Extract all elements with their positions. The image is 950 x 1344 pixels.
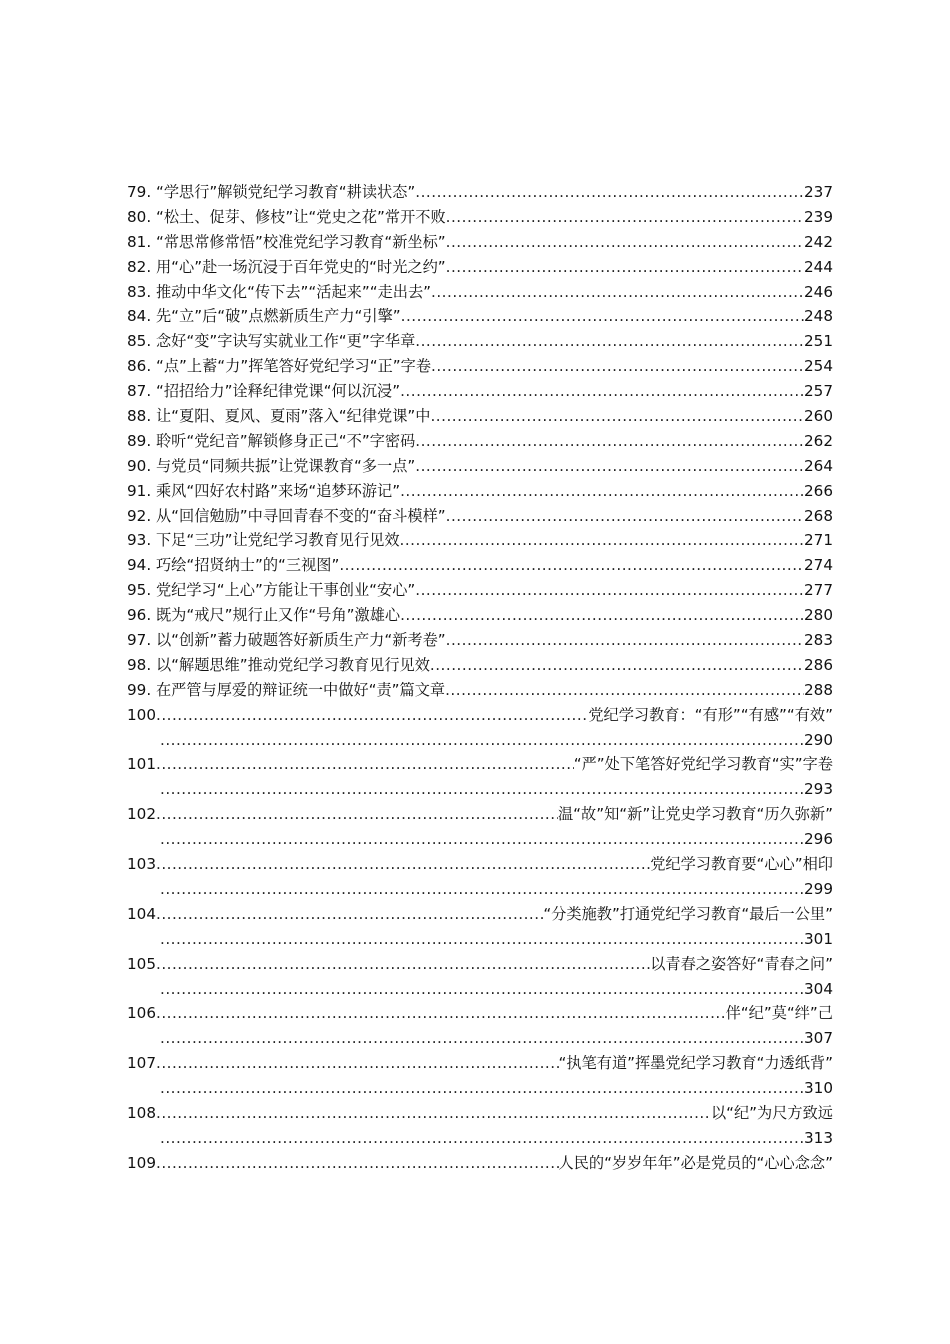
toc-entry-title: 88. 让“夏阳、夏风、夏雨”落入“纪律党课”中 <box>127 407 431 426</box>
toc-leader-dots <box>156 852 650 877</box>
toc-entry[interactable] <box>127 628 833 653</box>
toc-entry-title: 80. “松土、促芽、修枝”让“党史之花”常开不败 <box>127 207 446 226</box>
toc-entry-title: 94. 巧绘“招贤纳士”的“三视图” <box>127 556 340 575</box>
toc-leader-dots <box>160 827 804 852</box>
toc-entry-title: 90. 与党员“同频共振”让党课教育“多一点” <box>127 456 416 475</box>
toc-page-number: 246 <box>804 282 833 301</box>
toc-entry[interactable] <box>127 429 833 454</box>
toc-entry-number-row[interactable] <box>127 852 833 877</box>
toc-page-number: 296 <box>804 830 833 849</box>
toc-entry-page-row[interactable] <box>127 728 833 753</box>
toc-page-number: 257 <box>804 382 833 401</box>
toc-entry-number-row[interactable] <box>127 802 833 827</box>
toc-page-number: 242 <box>804 232 833 251</box>
toc-leader-dots <box>156 703 588 728</box>
toc-entry-title: 93. 下足“三功”让党纪学习教育见行见效 <box>127 531 400 550</box>
toc-entry-title: 91. 乘风“四好农村路”来场“追梦环游记” <box>127 481 401 500</box>
toc-leader-dots <box>160 1126 804 1151</box>
toc-leader-dots <box>415 578 804 603</box>
toc-leader-dots <box>445 678 804 703</box>
toc-page-number: 271 <box>804 531 833 550</box>
toc-entry[interactable] <box>127 678 833 703</box>
toc-leader-dots <box>160 728 804 753</box>
toc-leader-dots <box>156 1151 559 1176</box>
toc-entry-title: 87. “招招给力”诠释纪律党课“何以沉浸” <box>127 382 401 401</box>
toc-page-number: 299 <box>804 879 833 898</box>
toc-entry-title: 伴“纪”莫“绊”己 <box>725 1004 833 1023</box>
toc-leader-dots <box>160 1076 804 1101</box>
toc-page-number: 280 <box>804 606 833 625</box>
toc-entry-page-row[interactable] <box>127 827 833 852</box>
toc-entry-number-row[interactable] <box>127 902 833 927</box>
toc-leader-dots <box>431 280 804 305</box>
toc-leader-dots <box>160 927 804 952</box>
toc-entry-page-row[interactable] <box>127 1026 833 1051</box>
toc-leader-dots <box>160 777 804 802</box>
toc-page-number: 313 <box>804 1128 833 1147</box>
toc-entry-number: 108 <box>127 1103 156 1122</box>
toc-entry[interactable] <box>127 354 833 379</box>
toc-page-number: 288 <box>804 680 833 699</box>
toc-entry-title: 97. 以“创新”蓄力破题答好新质生产力“新考卷” <box>127 631 446 650</box>
toc-entry[interactable] <box>127 379 833 404</box>
toc-entry-title: 以青春之姿答好“青春之问” <box>650 954 833 973</box>
toc-entry-number-row[interactable] <box>127 703 833 728</box>
toc-entry-number: 101 <box>127 755 156 774</box>
toc-leader-dots <box>446 504 804 529</box>
toc-entry-title: “分类施教”打通党纪学习教育“最后一公里” <box>543 904 833 923</box>
toc-leader-dots <box>156 1001 726 1026</box>
toc-entry-title: 83. 推动中华文化“传下去”“活起来”“走出去” <box>127 282 432 301</box>
toc-page-number: 260 <box>804 407 833 426</box>
toc-entry[interactable] <box>127 528 833 553</box>
toc-leader-dots <box>339 553 804 578</box>
toc-entry-number-row[interactable] <box>127 1001 833 1026</box>
toc-entry[interactable] <box>127 404 833 429</box>
toc-entry-title: 98. 以“解题思维”推动党纪学习教育见行见效 <box>127 655 430 674</box>
toc-entry[interactable] <box>127 603 833 628</box>
toc-entry-title: 人民的“岁岁年年”必是党员的“心心念念” <box>558 1153 833 1172</box>
toc-leader-dots <box>400 479 804 504</box>
toc-entry[interactable] <box>127 454 833 479</box>
toc-entry[interactable] <box>127 180 833 205</box>
toc-leader-dots <box>415 454 804 479</box>
toc-leader-dots <box>415 329 804 354</box>
toc-leader-dots <box>156 902 543 927</box>
toc-entry-title: 82. 用“心”赴一场沉浸于百年党史的“时光之约” <box>127 257 446 276</box>
toc-entry[interactable] <box>127 304 833 329</box>
table-of-contents <box>127 180 833 1176</box>
toc-entry-title: “执笔有道”挥墨党纪学习教育“力透纸背” <box>558 1054 833 1073</box>
toc-page-number: 264 <box>804 456 833 475</box>
toc-entry-page-row[interactable] <box>127 1076 833 1101</box>
toc-leader-dots <box>446 255 804 280</box>
toc-leader-dots <box>400 603 804 628</box>
toc-page-number: 277 <box>804 581 833 600</box>
toc-leader-dots <box>430 653 804 678</box>
toc-leader-dots <box>415 180 804 205</box>
toc-entry-number: 103 <box>127 855 156 874</box>
toc-page-number: 283 <box>804 631 833 650</box>
toc-entry-title: 84. 先“立”后“破”点燃新质生产力“引擎” <box>127 307 401 326</box>
toc-entry-number-row[interactable] <box>127 952 833 977</box>
toc-entry-number-row[interactable] <box>127 752 833 777</box>
toc-entry-number: 109 <box>127 1153 156 1172</box>
toc-page-number: 274 <box>804 556 833 575</box>
toc-entry-page-row[interactable] <box>127 977 833 1002</box>
toc-entry-title: 92. 从“回信勉励”中寻回青春不变的“奋斗模样” <box>127 506 446 525</box>
toc-entry-title: 85. 念好“变”字诀写实就业工作“更”字华章 <box>127 332 416 351</box>
toc-page-number: 286 <box>804 655 833 674</box>
toc-page-number: 244 <box>804 257 833 276</box>
toc-entry-title: “严”处下笔答好党纪学习教育“实”字卷 <box>573 755 833 774</box>
toc-page-number: 248 <box>804 307 833 326</box>
toc-entry-number: 104 <box>127 904 156 923</box>
toc-entry-title: 81. “常思常修常悟”校准党纪学习教育“新坐标” <box>127 232 446 251</box>
toc-page-number: 262 <box>804 431 833 450</box>
toc-entry-title: 以“纪”为尺方致远 <box>710 1103 833 1122</box>
toc-entry[interactable] <box>127 329 833 354</box>
toc-leader-dots <box>156 952 650 977</box>
toc-entry[interactable] <box>127 479 833 504</box>
toc-entry[interactable] <box>127 280 833 305</box>
toc-entry[interactable] <box>127 205 833 230</box>
toc-entry[interactable] <box>127 230 833 255</box>
toc-entry-title: 96. 既为“戒尺”规行止又作“号角”激雄心 <box>127 606 401 625</box>
toc-entry-title: 79. “学思行”解锁党纪学习教育“耕读状态” <box>127 183 416 201</box>
toc-page-number: 307 <box>804 1029 833 1048</box>
toc-entry-number: 106 <box>127 1004 156 1023</box>
toc-leader-dots <box>156 1101 711 1126</box>
toc-entry-title: 86. “点”上蓄“力”挥笔答好党纪学习“正”字卷 <box>127 357 432 376</box>
toc-entry-number: 100 <box>127 705 156 724</box>
toc-entry-title: 89. 聆听“党纪音”解锁修身正己“不”字密码 <box>127 431 416 450</box>
toc-leader-dots <box>160 1026 804 1051</box>
toc-entry-page-row[interactable] <box>127 777 833 802</box>
toc-entry-number-row[interactable] <box>127 1101 833 1126</box>
toc-entry-number: 102 <box>127 805 156 824</box>
toc-entry-page-row[interactable] <box>127 877 833 902</box>
toc-entry-number: 107 <box>127 1054 156 1073</box>
toc-page-number: 293 <box>804 780 833 799</box>
toc-leader-dots <box>430 404 804 429</box>
toc-entry[interactable] <box>127 504 833 529</box>
toc-leader-dots <box>160 977 804 1002</box>
toc-leader-dots <box>446 230 804 255</box>
toc-leader-dots <box>156 802 558 827</box>
toc-page-number: 266 <box>804 481 833 500</box>
toc-entry-title: 温“故”知“新”让党史学习教育“历久弥新” <box>557 805 833 824</box>
toc-entry-title: 99. 在严管与厚爱的辩证统一中做好“责”篇文章 <box>127 680 446 699</box>
toc-page-number: 237 <box>804 183 833 201</box>
toc-page-number: 310 <box>804 1079 833 1098</box>
toc-leader-dots <box>400 528 804 553</box>
toc-entry[interactable] <box>127 255 833 280</box>
toc-entry-title: 95. 党纪学习“上心”方能让干事创业“安心” <box>127 581 416 600</box>
toc-page-number: 251 <box>804 332 833 351</box>
toc-leader-dots <box>431 354 804 379</box>
toc-page-number: 301 <box>804 929 833 948</box>
toc-entry-page-row[interactable] <box>127 927 833 952</box>
toc-page-number: 254 <box>804 357 833 376</box>
toc-entry-number: 105 <box>127 954 156 973</box>
toc-leader-dots <box>415 429 804 454</box>
toc-leader-dots <box>156 1051 559 1076</box>
toc-page-number: 304 <box>804 979 833 998</box>
toc-entry[interactable] <box>127 553 833 578</box>
toc-entry[interactable] <box>127 653 833 678</box>
toc-entry-page-row[interactable] <box>127 1126 833 1151</box>
toc-page-number: 268 <box>804 506 833 525</box>
toc-entry-title: 党纪学习教育：“有形”“有感”“有效” <box>588 705 833 724</box>
toc-page-number: 239 <box>804 207 833 226</box>
toc-leader-dots <box>446 628 804 653</box>
toc-leader-dots <box>401 304 804 329</box>
toc-leader-dots <box>400 379 804 404</box>
toc-page-number: 290 <box>804 730 833 749</box>
toc-leader-dots <box>160 877 804 902</box>
toc-leader-dots <box>446 205 804 230</box>
toc-entry-title: 党纪学习教育要“心心”相印 <box>650 855 833 874</box>
toc-entry[interactable] <box>127 578 833 603</box>
toc-entry-number-row[interactable] <box>127 1051 833 1076</box>
toc-entry-number-row[interactable] <box>127 1151 833 1176</box>
toc-leader-dots <box>156 752 574 777</box>
